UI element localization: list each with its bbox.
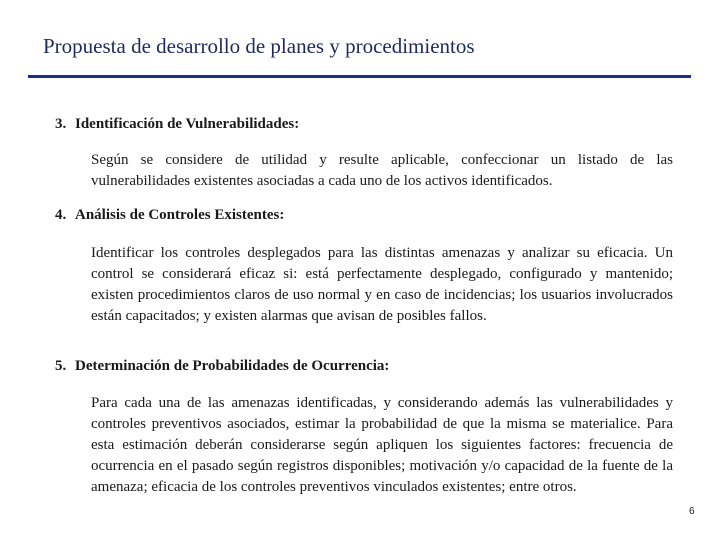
section-5-body: Para cada una de las amenazas identificadas, y considerando además las vulnerabilidades y controles preventivos asociados, estimar la probabilidad de que la misma se materialice. Para esta estimación deberán considerarse según apliquen los siguientes factores: frecuencia de ocurrencia en el pasado según registros disponibles; motivación y/o capacidad de la fuente de la amenaza; eficacia de los controles preventivos vinculados existentes; entre otros. — [91, 395, 673, 495]
section-5-heading — [55, 358, 389, 375]
section-4-heading — [55, 207, 284, 224]
section-5-title: Determinación de Probabilidades de Ocurrencia: — [75, 358, 390, 374]
section-5-number: 5. — [55, 358, 67, 374]
section-3-title: Identificación de Vulnerabilidades: — [75, 116, 300, 132]
page-number: 6 — [689, 506, 695, 517]
section-3-number: 3. — [55, 116, 67, 132]
title-underline — [28, 75, 691, 78]
section-3-heading — [55, 116, 299, 133]
section-3-body: Según se considere de utilidad y resulte aplicable, confeccionar un listado de las vulnerabilidades existentes asociadas a cada uno de los activos identificados. — [91, 152, 673, 189]
section-4-number: 4. — [55, 207, 67, 223]
slide-title: Propuesta de desarrollo de planes y procedimientos — [43, 34, 475, 58]
section-4-title: Análisis de Controles Existentes: — [75, 207, 285, 223]
section-4-body: Identificar los controles desplegados para las distintas amenazas y analizar su eficacia. Un control se considerará eficaz si: está perfectamente desplegado, configurado y mantenido; existen procedimientos claros de uso normal y en caso de incidencias; los usuarios involucrados están capacitados; y existen alarmas que avisan de posibles fallos. — [91, 245, 673, 324]
